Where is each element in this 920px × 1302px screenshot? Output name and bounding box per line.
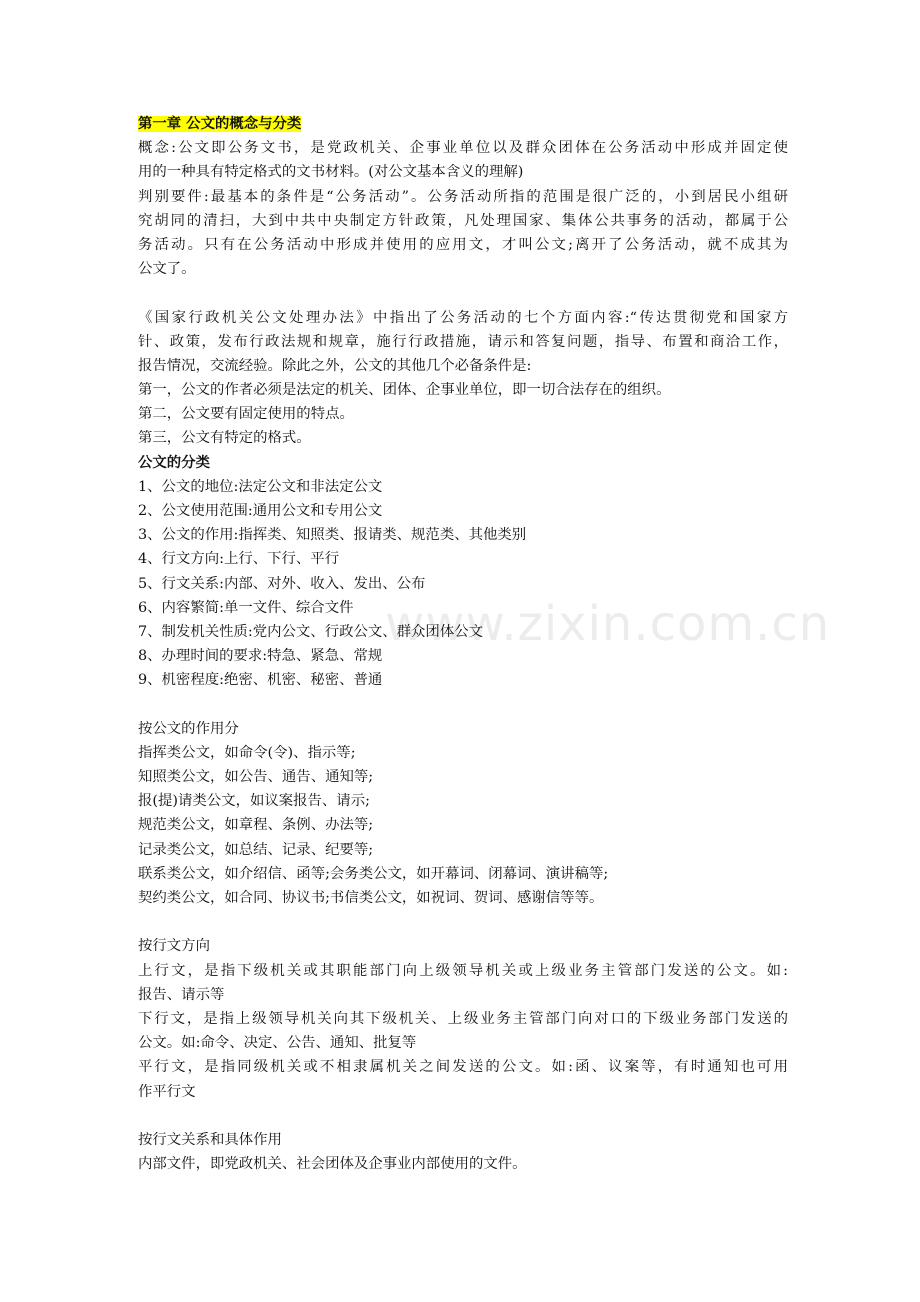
paragraph-line: 契约类公文，如合同、协议书;书信类公文，如祝词、贺词、感谢信等等。: [138, 890, 604, 906]
paragraph-line: 记录类公文，如总结、记录、纪要等;: [138, 841, 374, 858]
watermark: www.zixin.com.cn: [385, 596, 831, 652]
paragraph-line: 公文了。: [138, 261, 196, 278]
paragraph-line: 务活动。只有在公务活动中形成并使用的应用文，才叫公文;离开了公务活动，就不成其为: [138, 236, 788, 253]
blank-line: [138, 281, 788, 305]
blank-line: [138, 910, 788, 934]
paragraph-line: 公文。如:命令、决定、公告、通知、批复等: [138, 1035, 417, 1052]
list-item: 7、制发机关性质:党内公文、行政公文、群众团体公文: [138, 623, 483, 640]
list-item: 9、机密程度:绝密、机密、秘密、普通: [138, 672, 383, 689]
paragraph-line: 下行文，是指上级领导机关向其下级机关、上级业务主管部门向对口的下级业务部门发送的: [138, 1010, 788, 1027]
paragraph-line: 概念:公文即公务文书，是党政机关、企事业单位以及群众团体在公务活动中形成并固定使: [138, 140, 788, 157]
paragraph-line: 报告、请示等: [138, 986, 225, 1003]
subsection-heading: 按行文关系和具体作用: [138, 1131, 282, 1148]
list-item: 1、公文的地位:法定公文和非法定公文: [138, 478, 383, 495]
list-item: 2、公文使用范围:通用公文和专用公文: [138, 503, 383, 519]
paragraph-line: 第二，公文要有固定使用的特点。: [138, 406, 354, 423]
paragraph-line: 报(提)请类公文，如议案报告、请示;: [138, 793, 370, 810]
list-item: 6、内容繁简:单一文件、综合文件: [138, 599, 354, 616]
subsection-heading: 按行文方向: [138, 938, 210, 955]
list-item: 8、办理时间的要求:特急、紧急、常规: [138, 648, 383, 665]
list-item: 4、行文方向:上行、下行、平行: [138, 551, 340, 568]
paragraph-line: 第一，公文的作者必须是法定的机关、团体、企事业单位，即一切合法存在的组织。: [138, 382, 671, 399]
paragraph-line: 上行文，是指下级机关或其职能部门向上级领导机关或上级业务主管部门发送的公文。如:: [138, 962, 788, 979]
list-item: 5、行文关系:内部、对外、收入、发出、公布: [138, 575, 426, 592]
paragraph-line: 《国家行政机关公文处理办法》中指出了公务活动的七个方面内容:“传达贯彻党和国家方: [138, 309, 788, 326]
chapter-title-highlight: 第一章 公文的概念与分类: [138, 116, 302, 132]
paragraph-line: 判别要件:最基本的条件是“公务活动”。公务活动所指的范围是很广泛的，小到居民小组研: [138, 188, 788, 205]
paragraph-line: 第三，公文有特定的格式。: [138, 430, 311, 447]
paragraph-line: 内部文件，即党政机关、社会团体及企事业内部使用的文件。: [138, 1156, 527, 1173]
paragraph-line: 规范类公文，如章程、条例、办法等;: [138, 817, 374, 834]
paragraph-line: 联系类公文，如介绍信、函等;会务类公文，如开幕词、闭幕词、演讲稿等;: [138, 865, 609, 882]
paragraph-line: 知照类公文，如公告、通告、通知等;: [138, 769, 374, 786]
blank-line: [138, 1104, 788, 1128]
document-body: [138, 112, 788, 1176]
section-heading: 公文的分类: [138, 453, 210, 471]
chapter-title: [138, 112, 788, 136]
list-item: 3、公文的作用:指挥类、知照类、报请类、规范类、其他类别: [138, 527, 527, 544]
paragraph-line: 作平行文: [138, 1083, 196, 1100]
paragraph-line: 指挥类公文，如命令(令)、指示等;: [138, 744, 356, 761]
paragraph-line: 用的一种具有特定格式的文书材料。(对公文基本含义的理解): [138, 164, 524, 181]
paragraph-line: 报告情况，交流经验。除此之外，公文的其他几个必备条件是:: [138, 357, 532, 374]
paragraph-line: 平行文，是指同级机关或不相隶属机关之间发送的公文。如:函、议案等，有时通知也可用: [138, 1059, 788, 1076]
paragraph-line: 究胡同的清扫，大到中共中央制定方针政策，凡处理国家、集体公共事务的活动，都属于公: [138, 212, 788, 229]
subsection-heading: 按公文的作用分: [138, 720, 239, 737]
paragraph-line: 针、政策，发布行政法规和规章，施行行政措施，请示和答复问题，指导、布置和商洽工作，: [138, 333, 788, 350]
blank-line: [138, 693, 788, 717]
